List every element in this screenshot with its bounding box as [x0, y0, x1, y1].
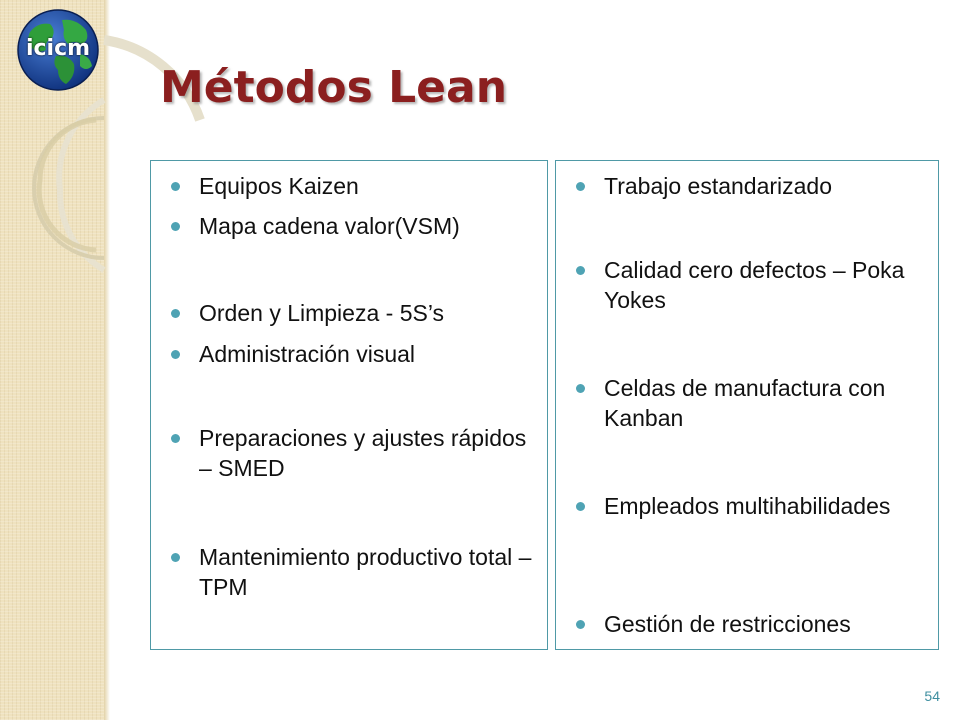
list-item-label: Mantenimiento productivo total – TPM	[199, 544, 532, 600]
list-item-label: Preparaciones y ajustes rápidos – SMED	[199, 425, 527, 481]
list-item-label: Gestión de restricciones	[604, 611, 851, 637]
list-item-label: Celdas de manufactura con Kanban	[604, 375, 886, 431]
list-item	[171, 298, 537, 328]
list-item	[576, 373, 928, 433]
right-content-box	[555, 160, 939, 650]
list-item-label: Calidad cero defectos – Poka Yokes	[604, 257, 905, 313]
bullet-dot-icon	[576, 182, 585, 191]
page-number: 54	[924, 688, 940, 704]
bullet-dot-icon	[171, 309, 180, 318]
bullet-dot-icon	[171, 222, 180, 231]
bullet-dot-icon	[171, 434, 180, 443]
list-item	[171, 339, 537, 369]
bullet-dot-icon	[576, 620, 585, 629]
bullet-dot-icon	[171, 350, 180, 359]
list-item	[171, 542, 537, 602]
bullet-dot-icon	[576, 502, 585, 511]
list-item-label: Orden y Limpieza - 5S’s	[199, 300, 445, 326]
slide-title: Métodos Lean	[160, 62, 508, 113]
bullet-dot-icon	[576, 384, 585, 393]
list-item	[576, 491, 928, 521]
list-item	[171, 211, 537, 241]
bullet-dot-icon	[576, 266, 585, 275]
left-content-box	[150, 160, 548, 650]
logo-text: icicm	[25, 36, 91, 61]
list-item	[576, 171, 928, 201]
list-item-label: Administración visual	[199, 341, 416, 367]
list-item	[576, 609, 928, 639]
list-item	[171, 423, 537, 483]
list-item-label: Mapa cadena valor(VSM)	[199, 213, 460, 239]
bullet-dot-icon	[171, 182, 180, 191]
bullet-dot-icon	[171, 553, 180, 562]
list-item-label: Trabajo estandarizado	[604, 173, 833, 199]
list-item-label: Equipos Kaizen	[199, 173, 359, 199]
list-item-label: Empleados multihabilidades	[604, 493, 891, 519]
list-item	[576, 255, 928, 315]
list-item	[171, 171, 537, 201]
